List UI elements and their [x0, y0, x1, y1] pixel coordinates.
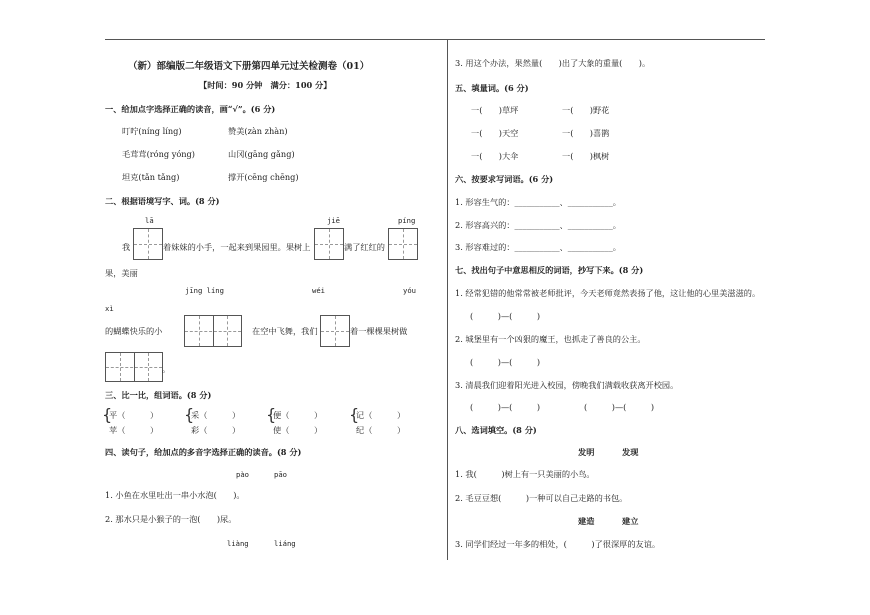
s2-text: 着妹妹的小手，一起来到果园里。果树上: [163, 242, 311, 252]
pinyin: xì: [105, 304, 114, 313]
s4-question: 1. 小鱼在水里吐出一串小水泡( )。: [105, 490, 245, 500]
top-rule: [105, 39, 765, 40]
s6-item: 1. 形容生气的：___________、___________。: [455, 197, 621, 207]
s5-item: 一( )天空: [471, 128, 519, 138]
column-divider: [447, 40, 448, 560]
writing-grid[interactable]: [388, 228, 418, 260]
s3-pair: 彩（ ）: [191, 425, 241, 435]
exam-meta: 【时间：90 分钟 满分：100 分】: [199, 80, 332, 90]
pinyin: liáng: [274, 539, 296, 548]
s8-word-choice: 发现: [622, 447, 639, 457]
s7-heading: 七、找出句子中意思相反的词语，抄写下来。(8 分): [455, 265, 644, 275]
s1-item: 毛茸茸(róng yóng): [122, 149, 195, 159]
writing-grid[interactable]: [133, 228, 163, 260]
s5-item: 一( )大伞: [471, 151, 519, 161]
s6-item: 2. 形容高兴的：___________、___________。: [455, 220, 621, 230]
pinyin: jīng líng: [185, 286, 224, 295]
brace: {: [184, 405, 195, 424]
s4-heading: 四、读句子，给加点的多音字选择正确的读音。(8 分): [105, 447, 302, 457]
s5-item: 一( )草坪: [471, 105, 519, 115]
pinyin: pāo: [274, 470, 287, 479]
s8-question: 2. 毛豆豆想( )一种可以自己走路的书包。: [455, 493, 628, 503]
s8-word-choice: 发明: [578, 447, 595, 457]
pinyin: liàng: [227, 539, 249, 548]
pinyin: píng: [398, 216, 416, 225]
s5-item: 一( )枫树: [562, 151, 610, 161]
s5-item: 一( )野花: [562, 105, 610, 115]
writing-grid[interactable]: [184, 315, 242, 347]
s4-question: 3. 用这个办法，果然量( )出了大象的重量( )。: [455, 58, 651, 68]
pinyin: lā: [145, 216, 154, 225]
s2-text: 在空中飞舞，我们: [252, 326, 318, 336]
pinyin: pào: [236, 470, 249, 479]
pinyin: wéi: [312, 286, 325, 295]
s1-item: 山冈(gāng gǎng): [228, 149, 295, 159]
brace: {: [266, 405, 277, 424]
s3-pair: 纪（ ）: [356, 425, 406, 435]
s5-item: 一( )喜鹊: [562, 128, 610, 138]
s2-text: 的蝴蝶快乐的小: [105, 326, 163, 336]
brace: {: [102, 405, 113, 424]
pinyin: yóu: [403, 286, 416, 295]
s2-text: 着一棵棵果树做: [350, 326, 408, 336]
s1-item: 赞美(zàn zhàn): [228, 126, 288, 136]
s2-text: 果，美丽: [105, 268, 138, 278]
s7-answer: ( )—( ): [470, 357, 541, 367]
pinyin: jiē: [327, 216, 340, 225]
brace: {: [349, 405, 360, 424]
s8-word-choice: 建立: [622, 516, 639, 526]
s3-pair: 便（ ）: [273, 410, 323, 420]
s3-pair: 采（ ）: [191, 410, 241, 420]
s2-text: 满了红红的: [344, 242, 385, 252]
writing-grid[interactable]: [320, 315, 350, 347]
s3-heading: 三、比一比，组词语。(8 分): [105, 390, 212, 400]
s7-question: 3. 清晨我们迎着阳光进入校园，傍晚我们满载收获离开校园。: [455, 380, 679, 390]
s8-question: 1. 我( )树上有一只美丽的小鸟。: [455, 469, 595, 479]
s2-text: 。: [162, 364, 171, 374]
s8-heading: 八、选词填空。(8 分): [455, 425, 537, 435]
s3-pair: 记（ ）: [356, 410, 406, 420]
s6-item: 3. 形容难过的：___________、___________。: [455, 242, 621, 252]
writing-grid[interactable]: [105, 352, 163, 382]
s7-answer: ( )—( ): [584, 402, 655, 412]
writing-grid[interactable]: [314, 228, 344, 260]
s1-heading: 一、给加点字选择正确的读音，画“√”。(6 分): [105, 104, 276, 114]
s3-pair: 平（ ）: [109, 410, 159, 420]
s5-heading: 五、填量词。(6 分): [455, 83, 529, 93]
s8-word-choice: 建造: [578, 516, 595, 526]
s1-item: 叮咛(níng líng): [122, 126, 182, 136]
s7-question: 1. 经常犯错的他常常被老师批评，今天老师竟然表扬了他，这让他的心里美滋滋的。: [455, 288, 761, 298]
s7-answer: ( )—( ): [470, 311, 541, 321]
s3-pair: 使（ ）: [273, 425, 323, 435]
s1-item: 坦克(tǎn tǎng): [122, 172, 180, 182]
s8-question: 3. 同学们经过一年多的相处，( )了很深厚的友谊。: [455, 539, 661, 549]
s2-heading: 二、根据语境写字、词。(8 分): [105, 196, 220, 206]
s7-question: 2. 城堡里有一个凶狠的魔王，也抓走了善良的公主。: [455, 334, 646, 344]
s1-item: 撑开(cēng chēng): [228, 172, 299, 182]
s2-text: 我: [122, 242, 131, 252]
page-title: （新）部编版二年级语文下册第四单元过关检测卷（01）: [128, 61, 370, 72]
s6-heading: 六、按要求写词语。(6 分): [455, 174, 554, 184]
s3-pair: 苹（ ）: [109, 425, 159, 435]
s4-question: 2. 那水只是小猴子的一泡( )尿。: [105, 514, 237, 524]
s7-answer: ( )—( ): [470, 402, 541, 412]
